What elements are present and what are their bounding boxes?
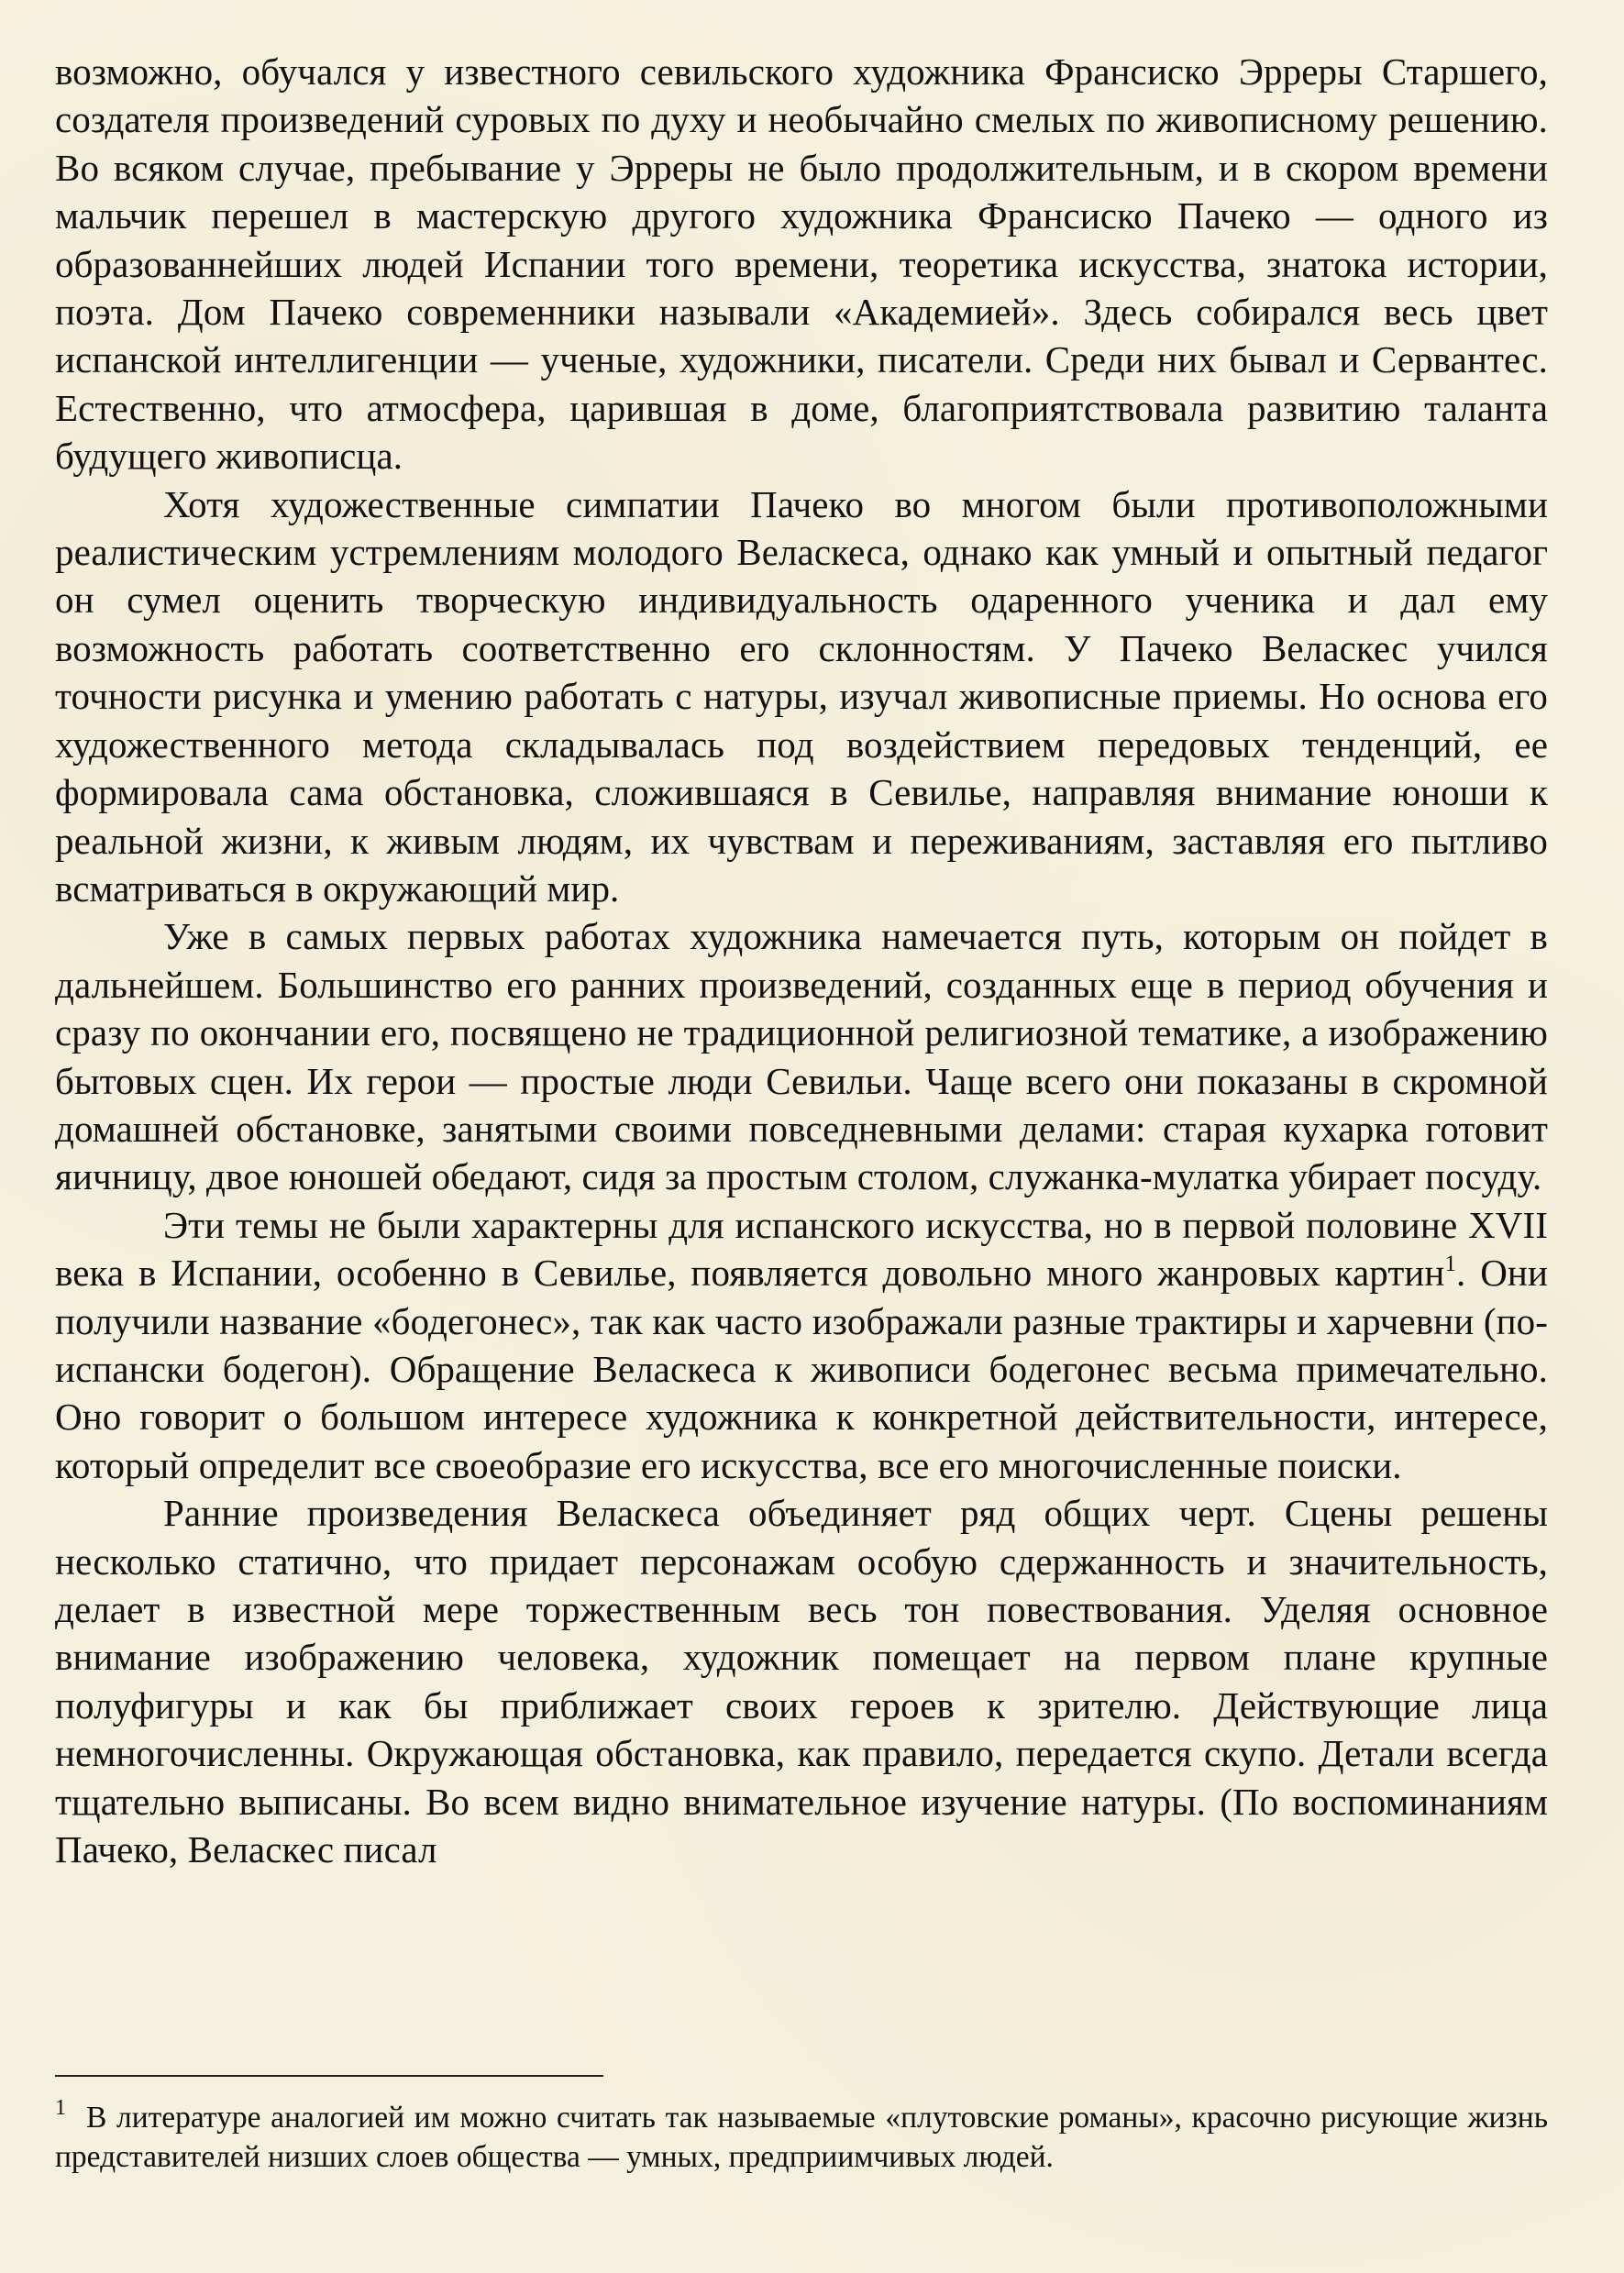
paragraph-5: Ранние произведения Веласкеса объединяет ряд общих черт. Сцены решены несколько статично, что придает персонажам особую сдержанность и значительность, делает в известной мере торжественным весь тон повествования. Уделяя основное внимание изображению человека, художник помещает на первом плане крупные полуфигуры и как бы приближает своих героев к зрителю. Действующие лица немногочисленны. Окружающая обстановка, как правило, передается скупо. Детали всегда тщательно выписаны. Во всем видно внимательное изучение натуры. (По воспоминаниям Пачеко, Веласкес писал	[55, 1492, 1548, 1871]
page-body	[55, 48, 1548, 1873]
footnote-mark: 1	[55, 2096, 66, 2120]
paragraph-4	[55, 1201, 1548, 1489]
paragraph-3: Уже в самых первых работах художника намечается путь, которым он пойдет в дальнейшем. Большинство его ранних произведений, созданных еще в период обучения и сразу по окончании его, посвящено не традиционной религиозной тематике, а изображению бытовых сцен. Их герои — простые люди Севильи. Чаще всего они показаны в скромной домашней обстановке, занятыми своими повседневными делами: старая кухарка готовит яичницу, двое юношей обедают, сидя за простым столом, служанка-мулатка убирает посуду.	[55, 915, 1548, 1198]
paragraph-2: Хотя художественные симпатии Пачеко во многом были противоположными реалистическим устремлениям молодого Веласкеса, однако как умный и опытный педагог он сумел оценить творческую индивидуальность одаренного ученика и дал ему возможность работать соответственно его склонностям. У Пачеко Веласкес учился точности рисунка и умению работать с натуры, изучал живописные приемы. Но основа его художественного метода складывалась под воздействием передовых тенденций, ее формировала сама обстановка, сложившаяся в Севилье, направляя внимание юноши к реальной жизни, к живым людям, их чувствам и переживаниям, заставляя его пытливо всматриваться в окружающий мир.	[55, 482, 1548, 910]
paragraph-4-text-before-ref: Эти темы не были характерны для испанского искусства, но в первой половине XVII века в Испании, особенно в Севилье, появляется довольно много жанровых картин	[55, 1203, 1548, 1295]
footnote-reference: 1	[1444, 1252, 1457, 1277]
footnote-divider	[55, 2075, 603, 2077]
footnote-text: В литературе аналогией им можно считать так называемые «плутовские романы», красочно рисующие жизнь представителей низших слоев общества — умных, предприимчивых людей.	[55, 2101, 1548, 2174]
paragraph-1: возможно, обучался у известного севильского художника Франсиско Эрреры Старшего, создателя произведений суровых по духу и необычайно смелых по живописному решению. Во всяком случае, пребывание у Эрреры не было продолжительным, и в скором времени мальчик перешел в мастерскую другого художника Франсиско Пачеко — одного из образованнейших людей Испании того времени, теоретика искусства, знатока истории, поэта. Дом Пачеко современники называли «Академией». Здесь собирался весь цвет испанской интеллигенции — ученые, художники, писатели. Среди них бывал и Сервантес. Естественно, что атмосфера, царившая в доме, благоприятствовала развитию таланта будущего живописца.	[55, 50, 1548, 478]
paragraph-4-text-after-ref: . Они получили название «бодегонес», так как часто изображали разные трактиры и харчевни (по-испански бодегон). Обращение Веласкеса к живописи бодегонес весьма примечательно. Оно говорит о большом интересе художника к конкретной действительности, интересе, который определит все своеобразие его искусства, все его многочисленные поиски.	[55, 1252, 1548, 1486]
footnote	[55, 2098, 1548, 2177]
